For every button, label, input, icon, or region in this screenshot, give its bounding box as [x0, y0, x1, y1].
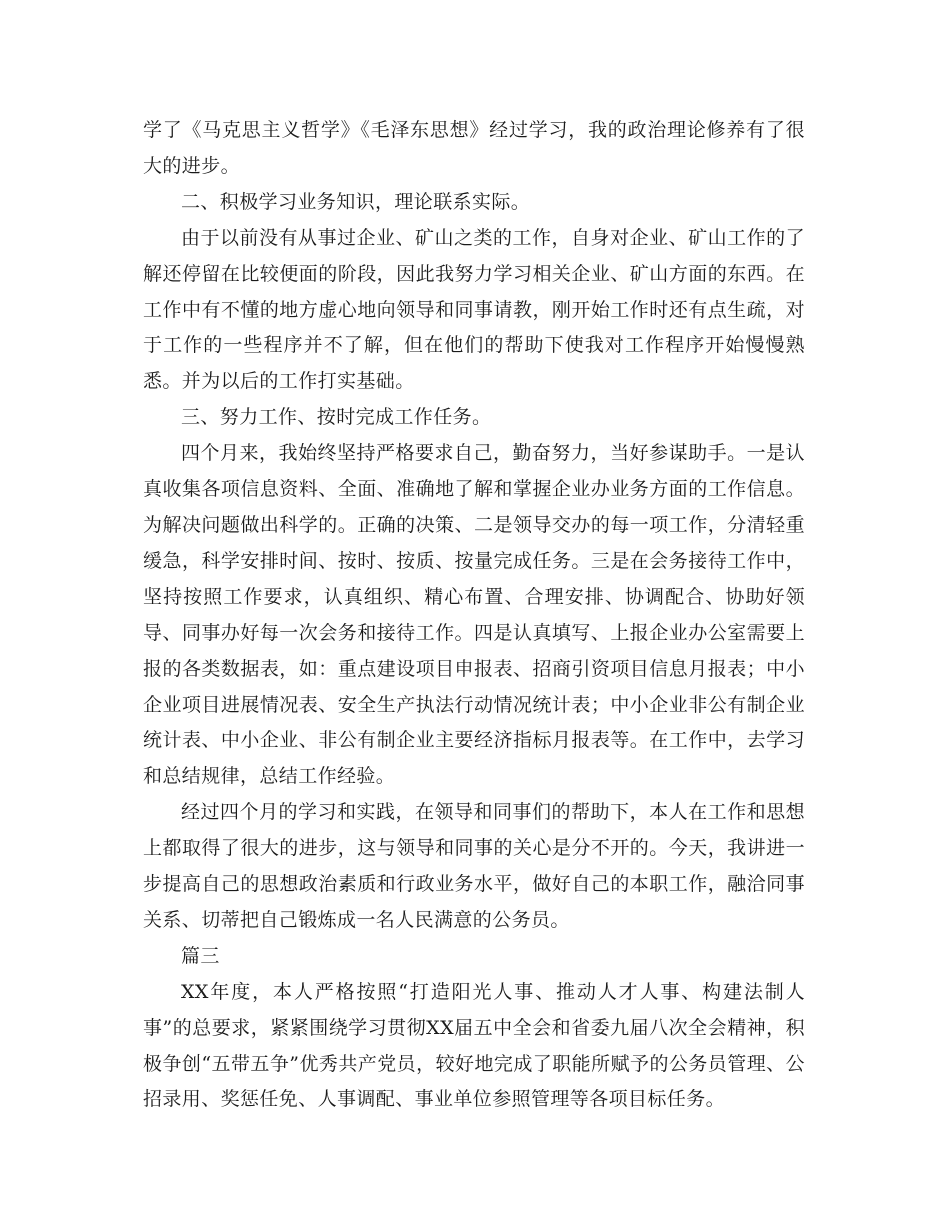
paragraph-summary: 经过四个月的学习和实践，在领导和同事们的帮助下，本人在工作和思想上都取得了很大的进步，这与领导和同事的关心是分不开的。今天，我讲进一步提高自己的思想政治素质和行政业务水平，做好自己的本职工作，融洽同事关系、切蒂把自己锻炼成一名人民满意的公务员。: [143, 801, 805, 931]
paragraph-continuation: 学了《马克思主义哲学》《毛泽东思想》经过学习，我的政治理论修养有了很大的进步。: [143, 119, 805, 177]
paragraph-business-study: 由于以前没有从事过企业、矿山之类的工作，自身对企业、矿山工作的了解还停留在比较便面的阶段，因此我努力学习相关企业、矿山方面的东西。在工作中有不懂的地方虚心地向领导和同事请教，刚开始工作时还有点生疏，对于工作的一些程序并不了解，但在他们的帮助下使我对工作程序开始慢慢熟悉。并为以后的工作打实基础。: [143, 226, 805, 393]
section-title-part-three: 篇三: [181, 944, 220, 967]
section-heading-2: 二、积极学习业务知识，理论联系实际。: [181, 190, 531, 213]
document-body: [143, 113, 805, 1118]
section-heading-3: 三、努力工作、按时完成工作任务。: [181, 406, 492, 429]
paragraph-four-months-work: 四个月来，我始终坚持严格要求自己，勤奋努力，当好参谋助手。一是认真收集各项信息资料、全面、准确地了解和掌握企业办业务方面的工作信息。为解决问题做出科学的。正确的决策、二是领导交办的每一项工作，分清轻重缓急，科学安排时间、按时、按质、按量完成任务。三是在会务接待工作中，坚持按照工作要求，认真组织、精心布置、合理安排、协调配合、协助好领导、同事办好每一次会务和接待工作。四是认真填写、上报企业办公室需要上报的各类数据表，如：重点建设项目申报表、招商引资项目信息月报表；中小企业项目进展情况表、安全生产执法行动情况统计表；中小企业非公有制企业统计表、中小企业、非公有制企业主要经济指标月报表等。在工作中，去学习和总结规律，总结工作经验。: [143, 442, 805, 788]
paragraph-annual-review: XX年度，本人严格按照“打造阳光人事、推动人才人事、构建法制人事”的总要求，紧紧围绕学习贯彻XX届五中全会和省委九届八次全会精神，积极争创“五带五争”优秀共产党员，较好地完成了职能所赋予的公务员管理、公招录用、奖惩任免、人事调配、事业单位参照管理等各项目标任务。: [143, 980, 805, 1111]
